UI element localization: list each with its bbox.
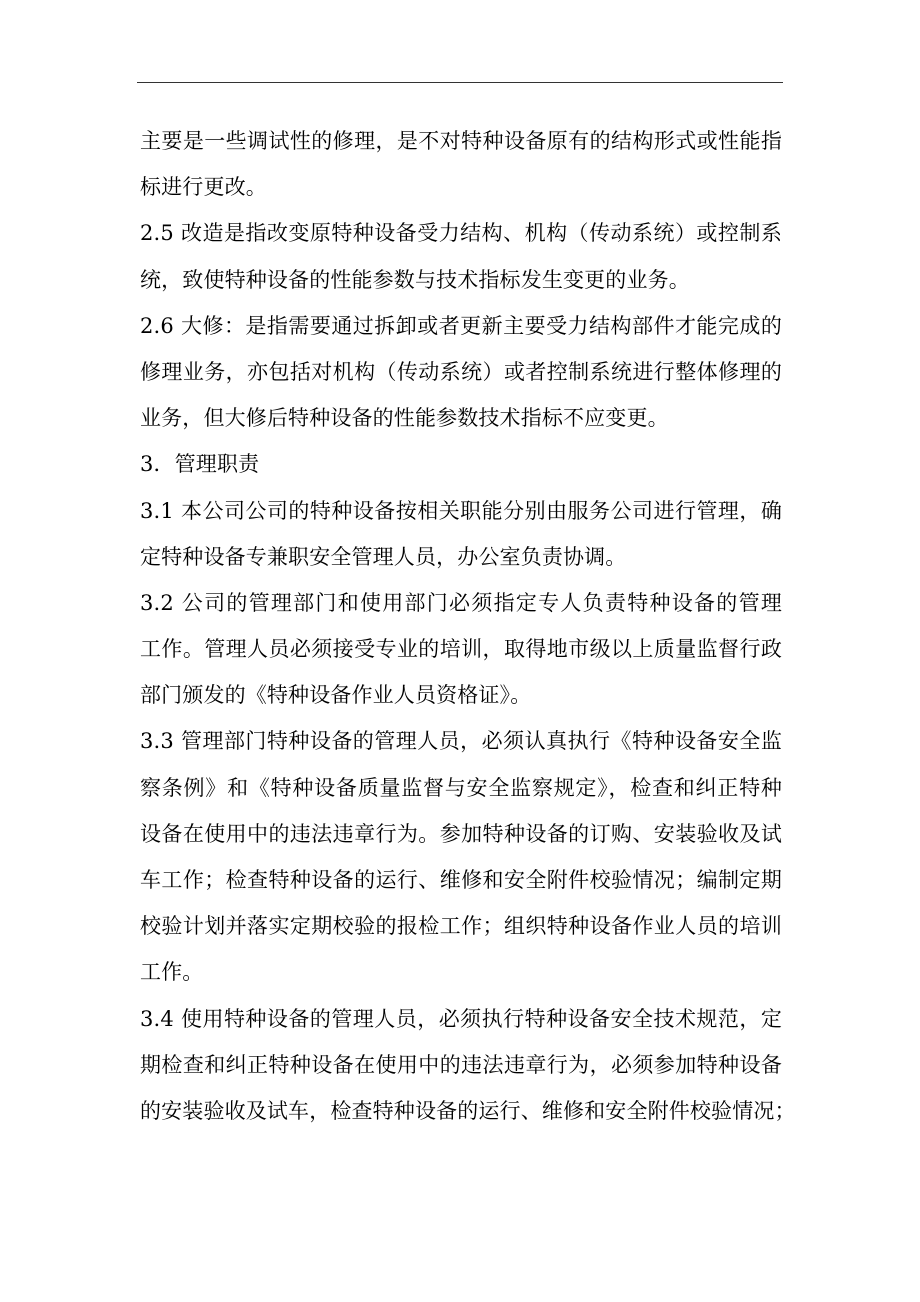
- text-line: 察条例》和《特种设备质量监督与安全监察规定》，检查和纠正特种: [140, 775, 782, 800]
- text-line: 校验计划并落实定期校验的报检工作；组织特种设备作业人员的培训: [140, 914, 782, 939]
- section-3-heading: 3．管理职责: [140, 452, 260, 477]
- text-line: 工作。管理人员必须接受专业的培训，取得地市级以上质量监督行政: [140, 637, 782, 662]
- text-line: 设备在使用中的违法违章行为。参加特种设备的订购、安装验收及试: [140, 821, 782, 846]
- document-body: [140, 118, 796, 1134]
- section-3-2-line: 3.2 公司的管理部门和使用部门必须指定专人负责特种设备的管理: [140, 590, 782, 615]
- text-line: 的安装验收及试车，检查特种设备的运行、维修和安全附件校验情况；: [140, 1098, 796, 1123]
- text-line: 标进行更改。: [140, 175, 267, 200]
- section-2-6-line: 2.6 大修：是指需要通过拆卸或者更新主要受力结构部件才能完成的: [140, 313, 782, 338]
- text-line: 业务，但大修后特种设备的性能参数技术指标不应变更。: [140, 406, 669, 431]
- text-line: 修理业务，亦包括对机构（传动系统）或者控制系统进行整体修理的: [140, 359, 782, 384]
- section-3-4-line: 3.4 使用特种设备的管理人员，必须执行特种设备安全技术规范，定: [140, 1006, 782, 1031]
- section-2-5-line: 2.5 改造是指改变原特种设备受力结构、机构（传动系统）或控制系: [140, 221, 782, 246]
- text-line: 统，致使特种设备的性能参数与技术指标发生变更的业务。: [140, 267, 690, 292]
- text-line: 部门颁发的《特种设备作业人员资格证》。: [140, 683, 532, 708]
- header-rule: [137, 82, 783, 83]
- section-3-1-line: 3.1 本公司公司的特种设备按相关职能分别由服务公司进行管理，确: [140, 498, 782, 523]
- text-line: 期检查和纠正特种设备在使用中的违法违章行为，必须参加特种设备: [140, 1052, 782, 1077]
- text-line: 工作。: [140, 960, 204, 985]
- text-line: 车工作；检查特种设备的运行、维修和安全附件校验情况；编制定期: [140, 868, 782, 892]
- text-line: 主要是一些调试性的修理，是不对特种设备原有的结构形式或性能指: [140, 129, 782, 153]
- section-3-3-line: 3.3 管理部门特种设备的管理人员，必须认真执行《特种设备安全监: [140, 729, 782, 754]
- text-line: 定特种设备专兼职安全管理人员，办公室负责协调。: [140, 544, 627, 569]
